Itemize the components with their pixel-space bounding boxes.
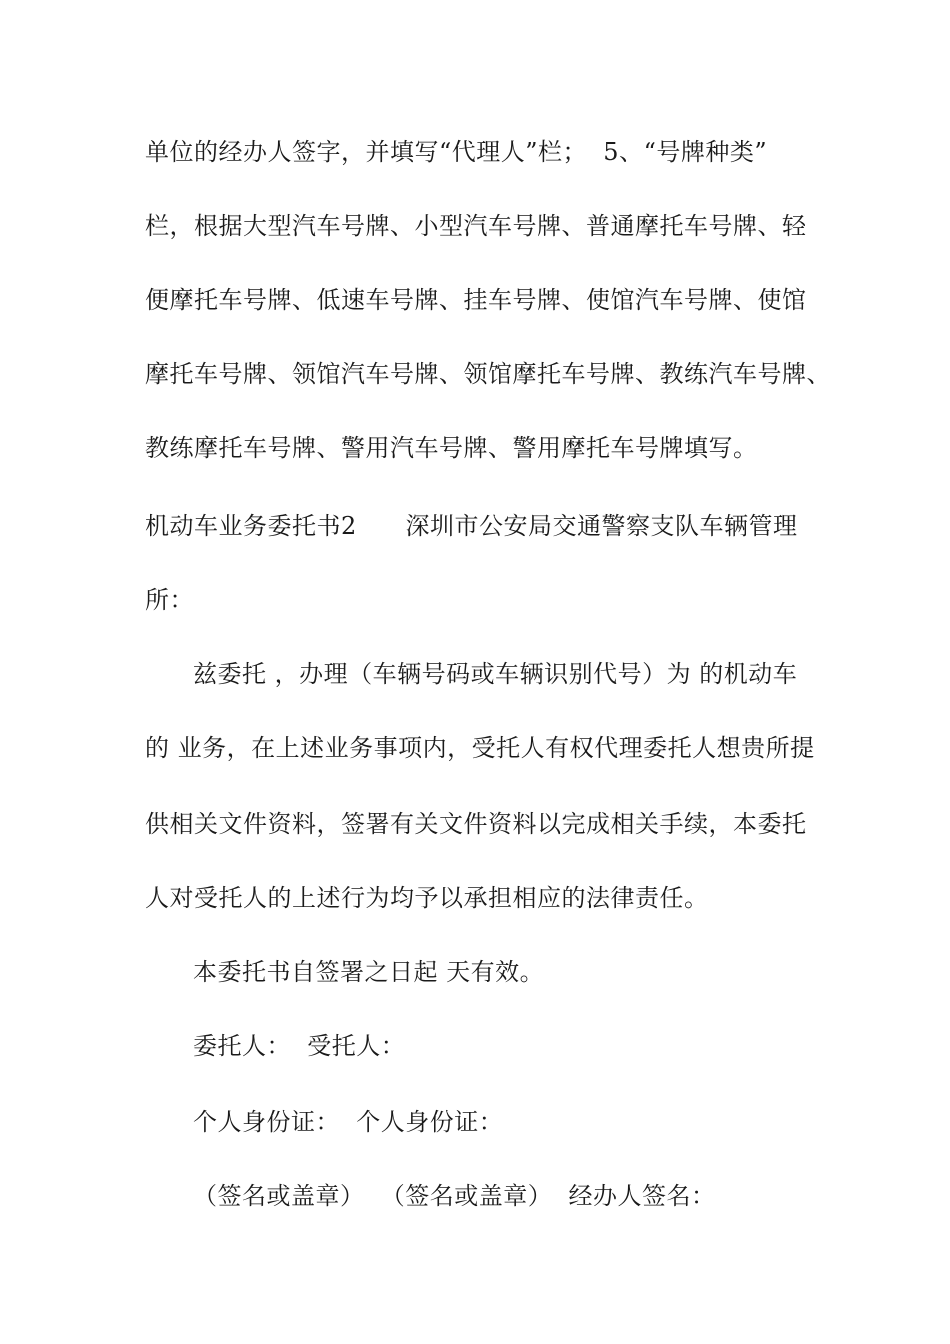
letter-addressee: 所： xyxy=(145,586,194,614)
validity-line: 本委托书自签署之日起 天有效。 xyxy=(193,958,545,986)
text-line-1: 单位的经办人签字，并填写“代理人”栏； 5、“号牌种类” xyxy=(145,138,768,166)
body-line-1: 兹委托 ，办理（车辆号码或车辆识别代号）为 的机动车 xyxy=(193,660,798,688)
parties-line: 委托人： 受托人： xyxy=(193,1032,406,1060)
text-line-5: 教练摩托车号牌、警用汽车号牌、警用摩托车号牌填写。 xyxy=(145,434,758,462)
body-line-2: 的 业务，在上述业务事项内，受托人有权代理委托人想贵所提 xyxy=(145,734,815,762)
text-line-3: 便摩托车号牌、低速车号牌、挂车号牌、使馆汽车号牌、使馆 xyxy=(145,286,807,314)
text-line-4: 摩托车号牌、领馆汽车号牌、领馆摩托车号牌、教练汽车号牌、 xyxy=(145,360,831,388)
text-line-2: 栏，根据大型汽车号牌、小型汽车号牌、普通摩托车号牌、轻 xyxy=(145,212,807,240)
body-line-4: 人对受托人的上述行为均予以承担相应的法律责任。 xyxy=(145,884,709,912)
letter-heading: 机动车业务委托书2 深圳市公安局交通警察支队车辆管理 xyxy=(145,512,798,540)
id-card-line: 个人身份证： 个人身份证： xyxy=(193,1108,504,1136)
signature-line: （签名或盖章） （签名或盖章） 经办人签名： xyxy=(193,1182,716,1210)
body-line-3: 供相关文件资料，签署有关文件资料以完成相关手续，本委托 xyxy=(145,810,807,838)
